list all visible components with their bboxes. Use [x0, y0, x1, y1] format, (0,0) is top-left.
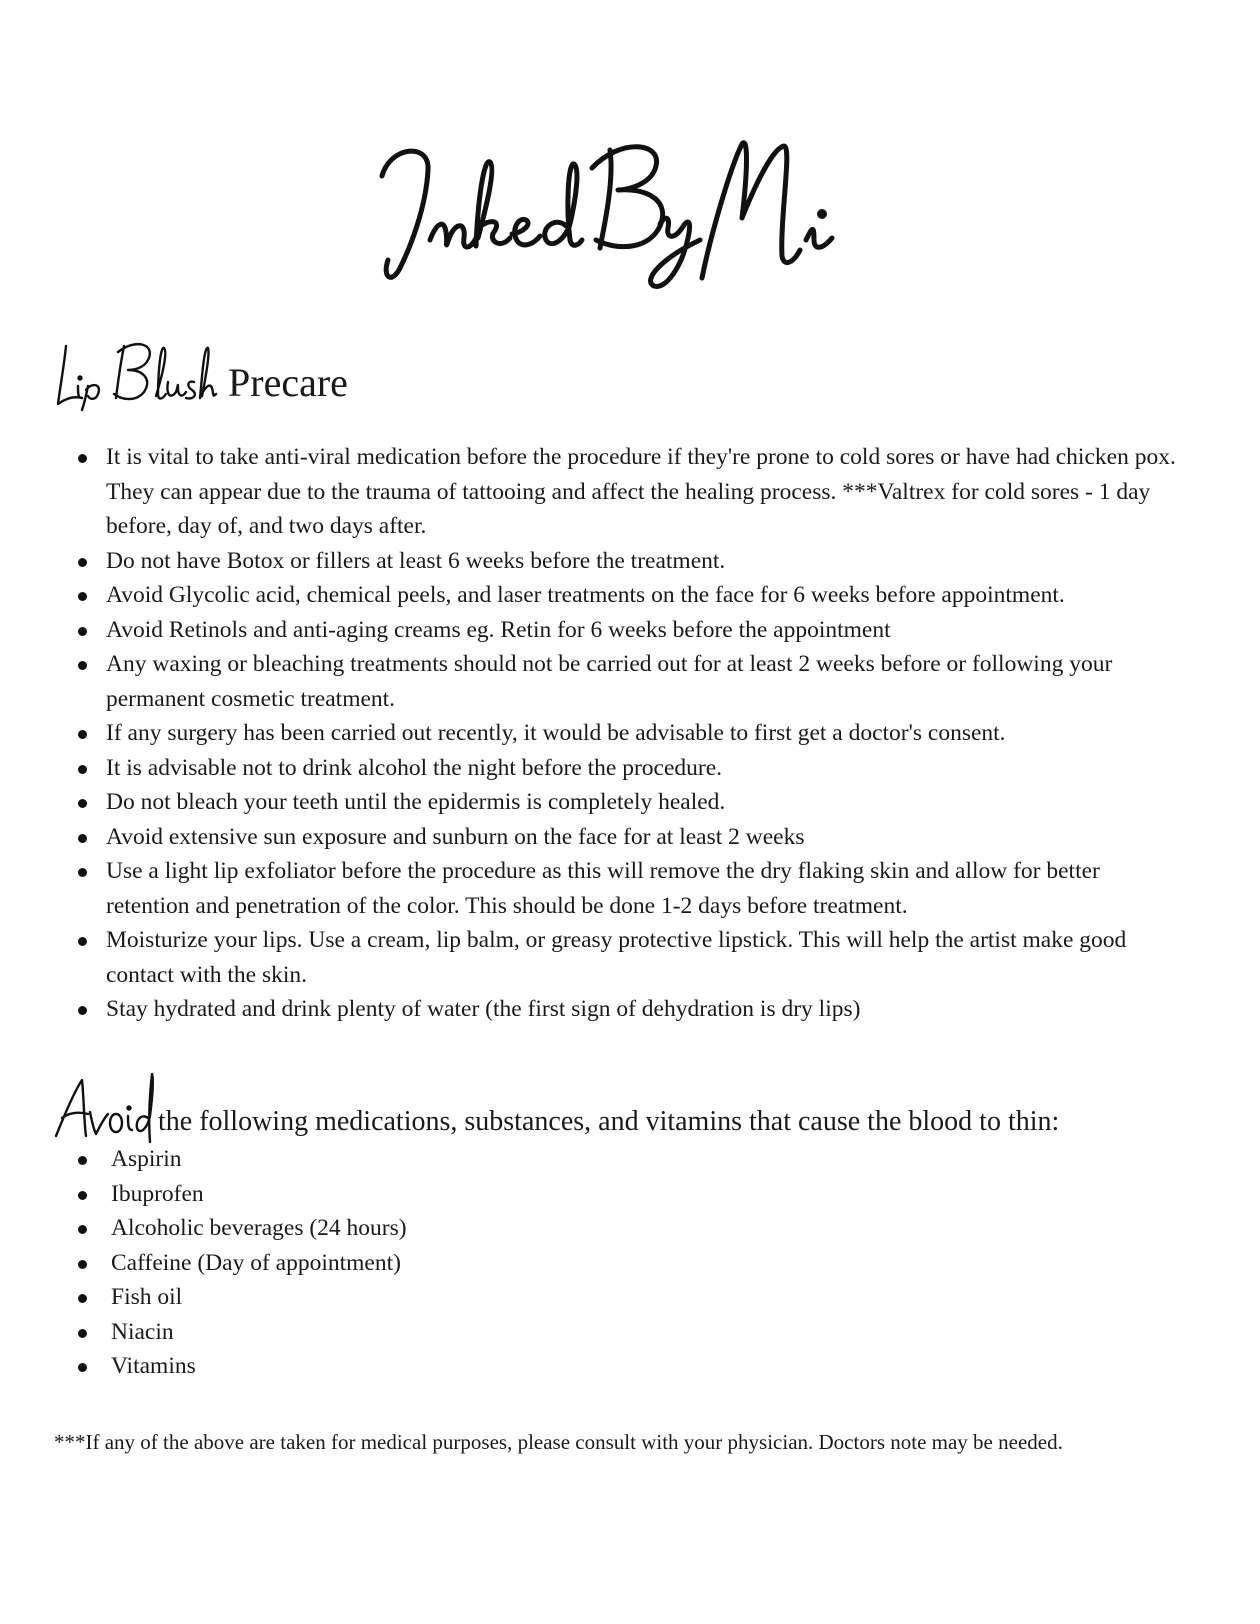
list-item: Caffeine (Day of appointment) [78, 1246, 778, 1281]
avoid-list [78, 1142, 778, 1384]
list-item: Avoid Glycolic acid, chemical peels, and laser treatments on the face for 6 weeks before appointment. [78, 578, 1188, 613]
lip-blush-script-title [52, 338, 218, 412]
list-item: Do not have Botox or fillers at least 6 weeks before the treatment. [78, 544, 1188, 579]
precare-list [78, 440, 1188, 1027]
precare-heading [52, 338, 348, 412]
avoid-title-text: the following medications, substances, and vitamins that cause the blood to thin: [158, 1106, 1060, 1137]
list-item: If any surgery has been carried out recently, it would be advisable to first get a doctor's consent. [78, 716, 1188, 751]
precare-title-text: Precare [228, 360, 348, 405]
avoid-script-title [52, 1072, 156, 1144]
footnote: ***If any of the above are taken for medical purposes, please consult with your physician. Doctors note may be needed. [54, 1430, 1063, 1454]
list-item: Fish oil [78, 1280, 778, 1315]
list-item: It is vital to take anti-viral medication before the procedure if they're prone to cold sores or have had chicken pox. They can appear due to the trauma of tattooing and affect the healing process. ***Valtrex for cold sores - 1 day before, day of, and two days after. [78, 440, 1188, 544]
list-item: Avoid Retinols and anti-aging creams eg. Retin for 6 weeks before the appointment [78, 613, 1188, 648]
list-item: Vitamins [78, 1349, 778, 1384]
list-item: Alcoholic beverages (24 hours) [78, 1211, 778, 1246]
list-item: Do not bleach your teeth until the epidermis is completely healed. [78, 785, 1188, 820]
list-item: Stay hydrated and drink plenty of water (the first sign of dehydration is dry lips) [78, 992, 1188, 1027]
list-item: Any waxing or bleaching treatments should not be carried out for at least 2 weeks before or following your permanent cosmetic treatment. [78, 647, 1188, 716]
list-item: Niacin [78, 1315, 778, 1350]
list-item: Aspirin [78, 1142, 778, 1177]
avoid-heading [52, 1072, 1059, 1144]
list-item: Moisturize your lips. Use a cream, lip balm, or greasy protective lipstick. This will help the artist make good contact with the skin. [78, 923, 1188, 992]
list-item: It is advisable not to drink alcohol the night before the procedure. [78, 751, 1188, 786]
list-item: Use a light lip exfoliator before the procedure as this will remove the dry flaking skin and allow for better retention and penetration of the color. This should be done 1-2 days before treatment. [78, 854, 1188, 923]
brand-logo [370, 128, 890, 298]
list-item: Avoid extensive sun exposure and sunburn on the face for at least 2 weeks [78, 820, 1188, 855]
list-item: Ibuprofen [78, 1177, 778, 1212]
